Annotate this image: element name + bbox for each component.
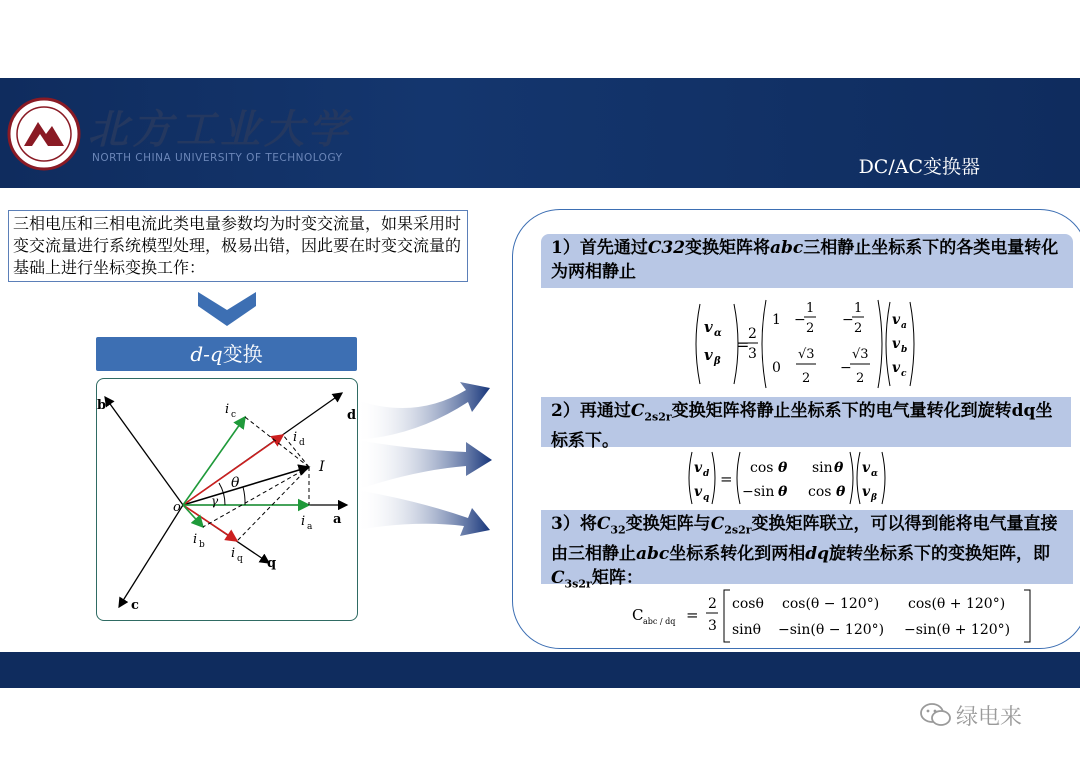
- eq2-vq: v: [694, 484, 703, 500]
- eq1-vb: v: [892, 336, 901, 352]
- eq3-r1c1: cosθ: [732, 596, 764, 612]
- university-name-en: NORTH CHINA UNIVERSITY OF TECHNOLOGY: [92, 152, 343, 164]
- eq2-d-sub: d: [703, 469, 710, 479]
- label-I: I: [319, 459, 325, 475]
- eq1-a-sub: a: [901, 321, 907, 331]
- equation-3: [632, 588, 1036, 644]
- eq3-r2c1: sinθ: [732, 622, 762, 638]
- step3-mid1: 变换矩阵与: [625, 514, 711, 534]
- step3-abc: abc: [636, 544, 670, 565]
- eq2-r2-cos: cos: [808, 484, 832, 500]
- label-d: d: [347, 408, 356, 423]
- step2-sub: 2s2r: [644, 410, 672, 424]
- svg-text:=: =: [686, 606, 699, 624]
- c-axis: [119, 505, 183, 607]
- label-id-sub: d: [299, 438, 305, 448]
- eq3-lhs: C: [632, 606, 644, 624]
- watermark-text: 绿电来: [956, 705, 1023, 730]
- eq1-r2-num1: √3: [798, 347, 815, 362]
- label-o: o: [173, 500, 181, 515]
- eq1-r1-minus2: −: [842, 312, 854, 328]
- eq2-r1-sin: sin: [812, 460, 833, 476]
- svg-text:=: =: [720, 470, 733, 488]
- eq1-r2-num2: √3: [852, 347, 869, 362]
- equation-1: [692, 298, 922, 390]
- eq2-r2-theta2: θ: [836, 484, 846, 500]
- wechat-icon: [920, 702, 952, 728]
- label-id: i: [293, 430, 298, 445]
- label-ia-sub: a: [307, 522, 313, 532]
- step3-m3sub: 3s2r: [564, 577, 592, 591]
- label-theta: θ: [231, 475, 240, 491]
- eq1-r1-minus1: −: [794, 312, 806, 328]
- eq3-r1c3: cos(θ + 120°): [908, 596, 1006, 612]
- label-gamma: γ: [211, 494, 219, 508]
- step3-m2sub: 2s2r: [724, 523, 752, 537]
- step3-mid4: 旋转坐标系下的变换矩阵，即: [829, 544, 1051, 565]
- eq1-frac-den: 3: [748, 346, 757, 362]
- eq2-r1-theta2: θ: [834, 460, 844, 476]
- eq1-vc: v: [892, 360, 901, 376]
- eq1-r1-c1: 1: [772, 312, 781, 328]
- intro-text-box: 三相电压和三相电流此类电量参数均为时变交流量，如果采用时变交流量进行系统模型处理，极易出错，因此要在时变交流量的基础上进行坐标变换工作：: [8, 210, 468, 282]
- step3-dq: dq: [805, 544, 830, 565]
- step1-italic1: C32: [647, 238, 686, 258]
- eq1-r1-num1: 1: [806, 301, 815, 316]
- slide-title: DC/AC变换器: [858, 156, 980, 178]
- eq3-r1c2: cos(θ − 120°): [782, 596, 880, 612]
- step3-m1sub: 32: [610, 523, 626, 537]
- step3-prefix: 3）将: [551, 514, 597, 534]
- ic-vector: [183, 417, 245, 505]
- eq1-c-sub: c: [901, 369, 907, 379]
- eq3-frac-den: 3: [708, 618, 717, 634]
- label-c: c: [131, 598, 139, 613]
- step2-matrix: C: [630, 401, 645, 421]
- eq1-r2-c1: 0: [772, 360, 781, 376]
- step3-mid3: 坐标系转化到两相: [669, 544, 806, 565]
- step2-rest: 变换矩阵将静止坐标系下的电气量转化到旋转dq坐标系下。: [551, 401, 1053, 452]
- step1-prefix: 1）首先通过: [551, 238, 648, 258]
- label-ic-sub: c: [231, 410, 237, 420]
- step2-text: [541, 397, 1071, 452]
- eq3-lhs-sub: abc / dq: [643, 617, 676, 626]
- phasor-diagram-box: [96, 378, 358, 621]
- eq1-r2-minus: −: [840, 360, 852, 376]
- eq3-r2c2: −sin(θ − 120°): [778, 622, 885, 638]
- b-axis: [105, 397, 183, 505]
- university-name-cn: 北方工业大学: [88, 106, 352, 153]
- label-iq-sub: q: [237, 554, 243, 564]
- step3-end: 矩阵：: [591, 568, 643, 589]
- eq2-alpha-sub: α: [871, 469, 878, 479]
- step1-text: [541, 234, 1073, 288]
- step3-mid2: 变换矩阵联立，可以得到能将电气量直接由三相静止: [551, 514, 1058, 565]
- gamma-arc: [243, 487, 245, 505]
- dq-transform-header: [96, 337, 357, 371]
- eq2-r2-msin: −sin: [742, 484, 775, 500]
- step1-mid: 变换矩阵将: [685, 238, 771, 258]
- step1-rest: 三相静止坐标系下的各类电量转化为两相静止: [551, 238, 1059, 282]
- current-vector: [183, 467, 309, 505]
- eq2-valpha: v: [862, 460, 871, 476]
- label-ib: i: [193, 532, 198, 547]
- label-q: q: [267, 556, 277, 571]
- eq3-r2c3: −sin(θ + 120°): [904, 622, 1011, 638]
- eq1-frac-num: 2: [748, 326, 757, 342]
- eq1-b-sub: b: [901, 345, 908, 355]
- footer-band: [0, 652, 1080, 688]
- eq1-alpha-sub: α: [714, 328, 722, 339]
- step3-m2: C: [710, 514, 725, 534]
- phasor-diagram: [97, 379, 356, 619]
- label-ic: i: [225, 402, 230, 417]
- flow-arrows: [356, 380, 496, 550]
- id-vector: [183, 435, 283, 505]
- eq2-beta-sub: β: [871, 493, 877, 503]
- eq1-v-beta: v: [704, 346, 713, 364]
- eq2-q-sub: q: [703, 493, 710, 503]
- eq1-r1-den1: 2: [806, 321, 815, 336]
- label-b: b: [97, 398, 107, 413]
- eq1-v-alpha: v: [704, 318, 713, 336]
- label-ib-sub: b: [199, 540, 205, 550]
- eq2-vd: v: [694, 460, 703, 476]
- label-ia: i: [301, 514, 306, 529]
- svg-text:=: =: [736, 335, 750, 354]
- eq2-r1-cos: cos: [750, 460, 774, 476]
- eq1-r1-num2: 1: [854, 301, 863, 316]
- university-logo: [6, 96, 82, 172]
- step2-prefix: 2）再通过: [551, 401, 631, 421]
- step3-text: [541, 510, 1073, 591]
- eq1-r1-den2: 2: [854, 321, 863, 336]
- eq2-vbeta: v: [862, 484, 871, 500]
- chevron-down-icon: [198, 292, 256, 326]
- step1-italic2: abc: [770, 238, 804, 258]
- dq-title-italic: d-q: [190, 342, 223, 366]
- eq3-frac-num: 2: [708, 596, 717, 612]
- eq1-r2-den2: 2: [856, 371, 865, 386]
- equation-2: [686, 450, 898, 506]
- eq2-r2-theta1: θ: [778, 484, 788, 500]
- step3-m1: C: [596, 514, 611, 534]
- label-iq: i: [231, 546, 236, 561]
- eq1-beta-sub: β: [714, 356, 721, 367]
- step3-m3: C: [551, 568, 565, 589]
- eq1-r2-den1: 2: [802, 371, 811, 386]
- eq2-r1-theta1: θ: [778, 460, 788, 476]
- dq-title-rest: 变换: [222, 342, 263, 366]
- label-a: a: [333, 512, 342, 527]
- eq1-va: v: [892, 312, 901, 328]
